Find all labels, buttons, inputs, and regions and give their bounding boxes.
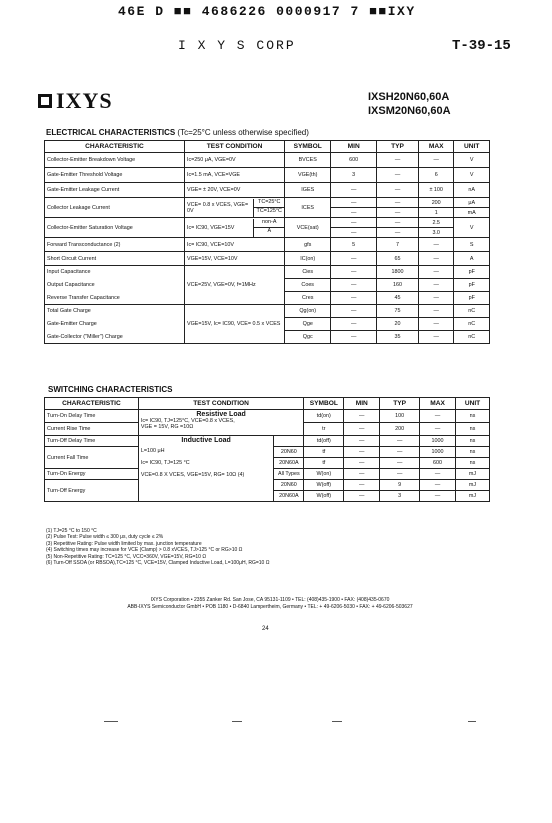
max-cell: — bbox=[418, 252, 454, 266]
typ-cell: — bbox=[380, 447, 420, 458]
ixys-logo bbox=[38, 88, 113, 114]
min-cell: — bbox=[344, 480, 380, 491]
typ-cell: 7 bbox=[377, 238, 419, 252]
footnote: (3) Repetitive Rating: Pulse width limited by max. junction temperature bbox=[46, 540, 202, 547]
header-cell: TYP bbox=[380, 398, 420, 410]
table-row bbox=[45, 183, 490, 198]
part-number: IXSH20N60,60A bbox=[368, 91, 450, 103]
condition-text: VGE = 15V, RG =10Ω bbox=[140, 424, 194, 430]
footnote: (4) Switching times may increase for VCE (Clamp) > 0.8 xVCES, TJ>125 °C or RG>10 Ω bbox=[46, 547, 243, 554]
characteristic-cell: Total Gate Charge bbox=[45, 305, 185, 318]
header-cell: MAX bbox=[420, 398, 456, 410]
footnote: (2) Pulse Test: Pulse width ≤ 300 μs, duty cycle ≤ 2% bbox=[46, 534, 164, 541]
sub-condition: non-A bbox=[254, 219, 284, 229]
table-row bbox=[45, 218, 490, 228]
unit-cell: ns bbox=[456, 436, 490, 447]
table-row bbox=[45, 305, 490, 318]
inductive-load-label: Inductive Load bbox=[181, 437, 231, 444]
typ-cell: — bbox=[377, 183, 419, 198]
typ-cell: 65 bbox=[377, 252, 419, 266]
typ-cell: — bbox=[377, 218, 419, 228]
table-header-row bbox=[45, 398, 490, 410]
symbol-cell: ICES bbox=[285, 198, 331, 218]
table-row bbox=[45, 252, 490, 266]
characteristic-cell: Gate-Emitter Charge bbox=[45, 318, 185, 331]
condition-cell: Ic=250 μA, VGE=0V bbox=[184, 153, 284, 168]
symbol-cell: BVCES bbox=[285, 153, 331, 168]
condition-text: Ic= IC90, TJ=125°C, VCE=0.8 x VCES, bbox=[140, 418, 235, 424]
min-cell: — bbox=[331, 292, 377, 305]
characteristic-cell: Gate-Collector ("Miller") Charge bbox=[45, 331, 185, 344]
max-cell: — bbox=[418, 279, 454, 292]
resistive-condition-cell bbox=[138, 410, 304, 436]
sub-condition-cell: 20N60A bbox=[274, 491, 304, 502]
scan-artifact bbox=[468, 721, 476, 722]
characteristic-cell: Collector-Emitter Breakdown Voltage bbox=[45, 153, 185, 168]
electrical-table bbox=[44, 140, 490, 344]
symbol-cell: Qgc bbox=[285, 331, 331, 344]
max-cell: 1000 bbox=[420, 447, 456, 458]
resistive-load-label: Resistive Load bbox=[196, 411, 246, 418]
characteristic-cell: Input Capacitance bbox=[45, 266, 185, 279]
min-cell: — bbox=[344, 458, 380, 469]
min-cell: — bbox=[331, 305, 377, 318]
max-cell: — bbox=[418, 318, 454, 331]
electrical-section-title bbox=[46, 128, 309, 137]
max-cell: ± 100 bbox=[418, 183, 454, 198]
typ-cell: 45 bbox=[377, 292, 419, 305]
table-row bbox=[45, 238, 490, 252]
unit-cell: S bbox=[454, 238, 490, 252]
typ-cell: 20 bbox=[377, 318, 419, 331]
unit-cell: A bbox=[454, 252, 490, 266]
min-cell: — bbox=[344, 436, 380, 447]
section-title-text: ELECTRICAL CHARACTERISTICS bbox=[46, 128, 176, 137]
symbol-cell: IC(on) bbox=[285, 252, 331, 266]
max-cell: — bbox=[420, 423, 456, 436]
condition-cell bbox=[184, 198, 284, 218]
header-cell: MIN bbox=[331, 141, 377, 153]
unit-cell: nC bbox=[454, 318, 490, 331]
header-cell: TYP bbox=[377, 141, 419, 153]
characteristic-cell: Collector-Emitter Saturation Voltage bbox=[45, 218, 185, 238]
characteristic-cell: Turn-On Delay Time bbox=[45, 410, 139, 423]
min-cell: — bbox=[344, 410, 380, 423]
typ-cell: — bbox=[377, 198, 419, 208]
max-cell: 200 bbox=[418, 198, 454, 208]
max-cell: 600 bbox=[420, 458, 456, 469]
max-cell: — bbox=[418, 153, 454, 168]
min-cell: — bbox=[331, 198, 377, 208]
typ-cell: — bbox=[380, 469, 420, 480]
footnote: (6) Turn-Off SSOA (or RBSOA),TC=125 °C, VCE=15V, Clamped Inductive Load, L=100μH, RG=10 Ω bbox=[46, 560, 270, 567]
unit-cell: mA bbox=[454, 208, 490, 218]
header-cell: MAX bbox=[418, 141, 454, 153]
table-row bbox=[45, 436, 490, 447]
typ-cell: 1800 bbox=[377, 266, 419, 279]
symbol-cell: IGES bbox=[285, 183, 331, 198]
switching-section-title: SWITCHING CHARACTERISTICS bbox=[48, 385, 173, 394]
footnotes bbox=[46, 528, 269, 566]
sub-condition-cell: 20N60A bbox=[274, 458, 304, 469]
scan-artifact bbox=[332, 721, 342, 722]
unit-cell: ns bbox=[456, 447, 490, 458]
symbol-cell: Qge bbox=[285, 318, 331, 331]
typ-cell: 75 bbox=[377, 305, 419, 318]
max-cell: 6 bbox=[418, 168, 454, 183]
scan-artifact bbox=[232, 721, 242, 722]
min-cell: — bbox=[344, 423, 380, 436]
sub-condition-cell: 20N60 bbox=[274, 447, 304, 458]
characteristic-cell: Short Circuit Current bbox=[45, 252, 185, 266]
typ-cell: — bbox=[377, 168, 419, 183]
table-header-row bbox=[45, 141, 490, 153]
unit-cell: ns bbox=[456, 458, 490, 469]
symbol-cell: W(off) bbox=[304, 491, 344, 502]
typ-cell: — bbox=[377, 153, 419, 168]
typ-cell: 200 bbox=[380, 423, 420, 436]
switching-table bbox=[44, 397, 490, 502]
unit-cell: pF bbox=[454, 279, 490, 292]
unit-cell: μA bbox=[454, 198, 490, 208]
unit-cell: nC bbox=[454, 305, 490, 318]
max-cell: — bbox=[418, 292, 454, 305]
unit-cell: mJ bbox=[456, 491, 490, 502]
condition-cell: VGE=15V, VCE=10V bbox=[184, 252, 284, 266]
header-cell: TEST CONDITION bbox=[138, 398, 304, 410]
min-cell: — bbox=[331, 208, 377, 218]
min-cell: 3 bbox=[331, 168, 377, 183]
max-cell: 2.5 bbox=[418, 218, 454, 228]
typ-cell: 3 bbox=[380, 491, 420, 502]
typ-cell: — bbox=[380, 458, 420, 469]
characteristic-cell: Gate-Emitter Leakage Current bbox=[45, 183, 185, 198]
symbol-cell: W(off) bbox=[304, 480, 344, 491]
min-cell: — bbox=[331, 279, 377, 292]
max-cell: — bbox=[420, 491, 456, 502]
part-number: IXSM20N60,60A bbox=[368, 105, 451, 117]
header-cell: SYMBOL bbox=[304, 398, 344, 410]
condition-text: L=100 μH bbox=[140, 448, 165, 454]
symbol-cell: Coes bbox=[285, 279, 331, 292]
sub-condition: A bbox=[267, 228, 272, 234]
table-row bbox=[45, 410, 490, 423]
footnote: (5) Non-Repetitive Rating: TC=125 °C, VCC=360V, VGE=15V, RG=10 Ω bbox=[46, 553, 207, 560]
condition-text: Ic= IC90, VGE=15V bbox=[186, 224, 235, 231]
unit-cell: mJ bbox=[456, 480, 490, 491]
min-cell: 600 bbox=[331, 153, 377, 168]
characteristic-cell: Forward Transconductance (2) bbox=[45, 238, 185, 252]
min-cell: — bbox=[331, 331, 377, 344]
symbol-cell: tf bbox=[304, 458, 344, 469]
characteristic-cell: Turn-Off Delay Time bbox=[45, 436, 139, 447]
min-cell: — bbox=[331, 228, 377, 238]
max-cell: — bbox=[418, 331, 454, 344]
typ-cell: 35 bbox=[377, 331, 419, 344]
part-numbers bbox=[368, 90, 451, 118]
table-row bbox=[45, 153, 490, 168]
characteristic-cell: Gate-Emitter Threshold Voltage bbox=[45, 168, 185, 183]
sub-condition: TC=25°C bbox=[254, 199, 284, 209]
typ-cell: 160 bbox=[377, 279, 419, 292]
characteristic-cell: Current Rise Time bbox=[45, 423, 139, 436]
typ-cell: — bbox=[380, 436, 420, 447]
symbol-cell: tr bbox=[304, 423, 344, 436]
condition-cell: Ic= IC90, VCE=10V bbox=[184, 238, 284, 252]
typ-cell: 9 bbox=[380, 480, 420, 491]
symbol-cell: tf bbox=[304, 447, 344, 458]
logo-text: IXYS bbox=[56, 88, 113, 113]
condition-text: VCE=0.8 X VCES, VGE=15V, RG= 10Ω (4) bbox=[140, 472, 245, 478]
min-cell: — bbox=[344, 469, 380, 480]
inductive-condition-cell bbox=[138, 436, 274, 502]
condition-text: VCE= 0.8 x VCES, VGE= 0V bbox=[186, 201, 249, 214]
symbol-cell: Cies bbox=[285, 266, 331, 279]
max-cell: — bbox=[420, 480, 456, 491]
header-cell: SYMBOL bbox=[285, 141, 331, 153]
characteristic-cell: Current Fall Time bbox=[45, 447, 139, 469]
condition-cell bbox=[184, 218, 284, 238]
symbol-cell: VGE(th) bbox=[285, 168, 331, 183]
unit-cell: pF bbox=[454, 292, 490, 305]
unit-cell: nA bbox=[454, 183, 490, 198]
symbol-cell: W(on) bbox=[304, 469, 344, 480]
min-cell: — bbox=[331, 183, 377, 198]
unit-cell: V bbox=[454, 168, 490, 183]
condition-cell: Ic=1.5 mA, VCE=VGE bbox=[184, 168, 284, 183]
unit-cell: ns bbox=[456, 423, 490, 436]
min-cell: — bbox=[344, 447, 380, 458]
symbol-cell: td(off) bbox=[304, 436, 344, 447]
characteristic-cell: Turn-On Energy bbox=[45, 469, 139, 480]
footer-line: IXYS Corporation • 2355 Zanker Rd. San Jose, CA 95131-1109 • TEL: (408)435-1900 • FAX: (408)435-0670 bbox=[150, 597, 390, 603]
footnote: (1) TJ=25 °C to 150 °C bbox=[46, 528, 97, 534]
unit-cell: nC bbox=[454, 331, 490, 344]
min-cell: — bbox=[344, 491, 380, 502]
header-cell: UNIT bbox=[454, 141, 490, 153]
max-cell: — bbox=[420, 469, 456, 480]
characteristic-cell: Output Capacitance bbox=[45, 279, 185, 292]
footer-line: ABB-IXYS Semiconductor GmbH • POB 1180 • D-6840 Lampertheim, Germany • TEL: + 49-6206-5030 • FAX: + 49-6206-503627 bbox=[127, 603, 413, 610]
table-row bbox=[45, 198, 490, 208]
table-row bbox=[45, 266, 490, 279]
max-cell: — bbox=[418, 238, 454, 252]
condition-cell: VGE=15V, Ic= IC90, VCE= 0.5 x VCES bbox=[184, 305, 284, 344]
header-cell: UNIT bbox=[456, 398, 490, 410]
min-cell: — bbox=[331, 252, 377, 266]
page-number: 24 bbox=[262, 626, 269, 632]
section-condition: (Tc=25°C unless otherwise specified) bbox=[177, 128, 309, 137]
scan-artifact bbox=[104, 721, 118, 722]
condition-text: Ic= IC90, TJ=125 °C bbox=[140, 460, 190, 466]
sub-condition-cell bbox=[274, 436, 304, 447]
document-code: T-39-15 bbox=[452, 38, 511, 54]
header-cell: CHARACTERISTIC bbox=[45, 398, 139, 410]
company-footer bbox=[90, 597, 450, 610]
min-cell: — bbox=[331, 266, 377, 279]
max-cell: — bbox=[420, 410, 456, 423]
symbol-cell: VCE(sat) bbox=[285, 218, 331, 238]
typ-cell: 100 bbox=[380, 410, 420, 423]
characteristic-cell: Reverse Transfer Capacitance bbox=[45, 292, 185, 305]
min-cell: — bbox=[331, 218, 377, 228]
sub-condition-cell: 20N60 bbox=[274, 480, 304, 491]
unit-cell: mJ bbox=[456, 469, 490, 480]
typ-cell: — bbox=[377, 208, 419, 218]
typ-cell: — bbox=[377, 228, 419, 238]
unit-cell: V bbox=[454, 218, 490, 238]
max-cell: 1000 bbox=[420, 436, 456, 447]
symbol-cell: td(on) bbox=[304, 410, 344, 423]
max-cell: — bbox=[418, 305, 454, 318]
sub-condition-cell: All Types bbox=[274, 469, 304, 480]
max-cell: 1 bbox=[418, 208, 454, 218]
sub-condition: TC=125°C bbox=[256, 208, 282, 214]
max-cell: 3.0 bbox=[418, 228, 454, 238]
table-row bbox=[45, 168, 490, 183]
header-cell: CHARACTERISTIC bbox=[45, 141, 185, 153]
max-cell: — bbox=[418, 266, 454, 279]
logo-square-icon bbox=[38, 94, 52, 108]
unit-cell: ns bbox=[456, 410, 490, 423]
symbol-cell: Qg(on) bbox=[285, 305, 331, 318]
characteristic-cell: Collector Leakage Current bbox=[45, 198, 185, 218]
min-cell: — bbox=[331, 318, 377, 331]
symbol-cell: gfs bbox=[285, 238, 331, 252]
header-cell: MIN bbox=[344, 398, 380, 410]
symbol-cell: Cres bbox=[285, 292, 331, 305]
condition-cell: VCE=25V, VGE=0V, f=1MHz bbox=[184, 266, 284, 305]
corp-name: I X Y S CORP bbox=[178, 38, 296, 53]
unit-cell: V bbox=[454, 153, 490, 168]
condition-cell: VGE= ± 20V, VCE=0V bbox=[184, 183, 284, 198]
min-cell: 5 bbox=[331, 238, 377, 252]
characteristic-cell: Turn-Off Energy bbox=[45, 480, 139, 502]
scan-header-code: 46E D ■■ 4686226 0000917 7 ■■IXY bbox=[118, 4, 416, 19]
header-cell: TEST CONDITION bbox=[184, 141, 284, 153]
unit-cell: pF bbox=[454, 266, 490, 279]
